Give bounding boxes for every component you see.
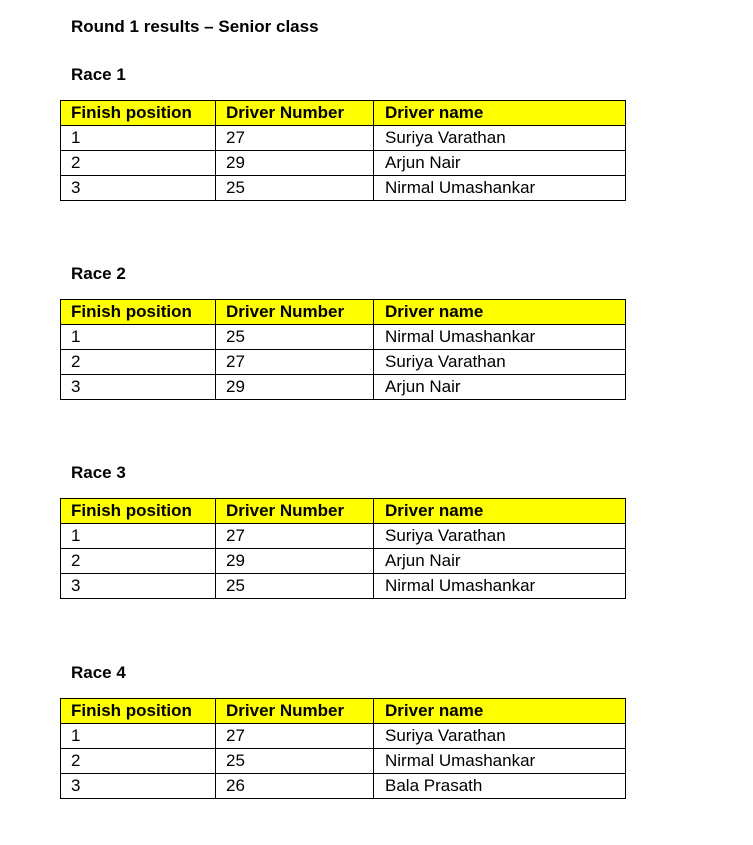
race-heading: Race 1 (71, 65, 126, 84)
cell-driver-name: Suriya Varathan (374, 524, 626, 549)
race-heading: Race 3 (71, 463, 126, 482)
cell-finish-position: 1 (61, 524, 216, 549)
cell-finish-position: 1 (61, 724, 216, 749)
cell-driver-number: 27 (216, 724, 374, 749)
table-header-row (61, 699, 626, 724)
header-finish-position: Finish position (61, 699, 216, 724)
header-finish-position: Finish position (61, 300, 216, 325)
header-driver-number: Driver Number (216, 699, 374, 724)
header-driver-number: Driver Number (216, 300, 374, 325)
table-row (61, 724, 626, 749)
cell-driver-number: 25 (216, 574, 374, 599)
cell-driver-name: Suriya Varathan (374, 724, 626, 749)
cell-finish-position: 2 (61, 549, 216, 574)
cell-finish-position: 2 (61, 151, 216, 176)
header-driver-name: Driver name (374, 101, 626, 126)
cell-driver-number: 27 (216, 126, 374, 151)
table-header-row (61, 300, 626, 325)
header-driver-name: Driver name (374, 499, 626, 524)
cell-finish-position: 3 (61, 375, 216, 400)
cell-driver-name: Nirmal Umashankar (374, 325, 626, 350)
cell-driver-number: 29 (216, 151, 374, 176)
table-row (61, 375, 626, 400)
cell-driver-number: 29 (216, 549, 374, 574)
header-driver-number: Driver Number (216, 101, 374, 126)
header-driver-number: Driver Number (216, 499, 374, 524)
cell-driver-number: 25 (216, 176, 374, 201)
cell-finish-position: 1 (61, 126, 216, 151)
cell-finish-position: 3 (61, 774, 216, 799)
cell-finish-position: 3 (61, 176, 216, 201)
table-row (61, 325, 626, 350)
header-driver-name: Driver name (374, 699, 626, 724)
cell-driver-name: Suriya Varathan (374, 126, 626, 151)
results-table (60, 100, 626, 201)
cell-driver-number: 25 (216, 325, 374, 350)
cell-driver-name: Nirmal Umashankar (374, 574, 626, 599)
cell-driver-name: Bala Prasath (374, 774, 626, 799)
cell-finish-position: 2 (61, 350, 216, 375)
header-driver-name: Driver name (374, 300, 626, 325)
table-row (61, 126, 626, 151)
results-table (60, 698, 626, 799)
race-heading: Race 4 (71, 663, 126, 682)
table-row (61, 176, 626, 201)
table-row (61, 524, 626, 549)
header-finish-position: Finish position (61, 499, 216, 524)
results-table (60, 498, 626, 599)
cell-finish-position: 1 (61, 325, 216, 350)
table-row (61, 549, 626, 574)
document-title: Round 1 results – Senior class (71, 17, 319, 36)
table-row (61, 350, 626, 375)
results-table (60, 299, 626, 400)
table-header-row (61, 499, 626, 524)
table-row (61, 151, 626, 176)
cell-driver-name: Arjun Nair (374, 375, 626, 400)
cell-driver-name: Arjun Nair (374, 549, 626, 574)
table-row (61, 774, 626, 799)
cell-driver-number: 25 (216, 749, 374, 774)
cell-finish-position: 3 (61, 574, 216, 599)
race-heading: Race 2 (71, 264, 126, 283)
table-row (61, 574, 626, 599)
cell-driver-name: Suriya Varathan (374, 350, 626, 375)
cell-driver-number: 27 (216, 524, 374, 549)
cell-driver-name: Nirmal Umashankar (374, 749, 626, 774)
cell-driver-name: Nirmal Umashankar (374, 176, 626, 201)
header-finish-position: Finish position (61, 101, 216, 126)
cell-driver-number: 29 (216, 375, 374, 400)
cell-driver-name: Arjun Nair (374, 151, 626, 176)
table-header-row (61, 101, 626, 126)
cell-finish-position: 2 (61, 749, 216, 774)
table-row (61, 749, 626, 774)
cell-driver-number: 27 (216, 350, 374, 375)
cell-driver-number: 26 (216, 774, 374, 799)
